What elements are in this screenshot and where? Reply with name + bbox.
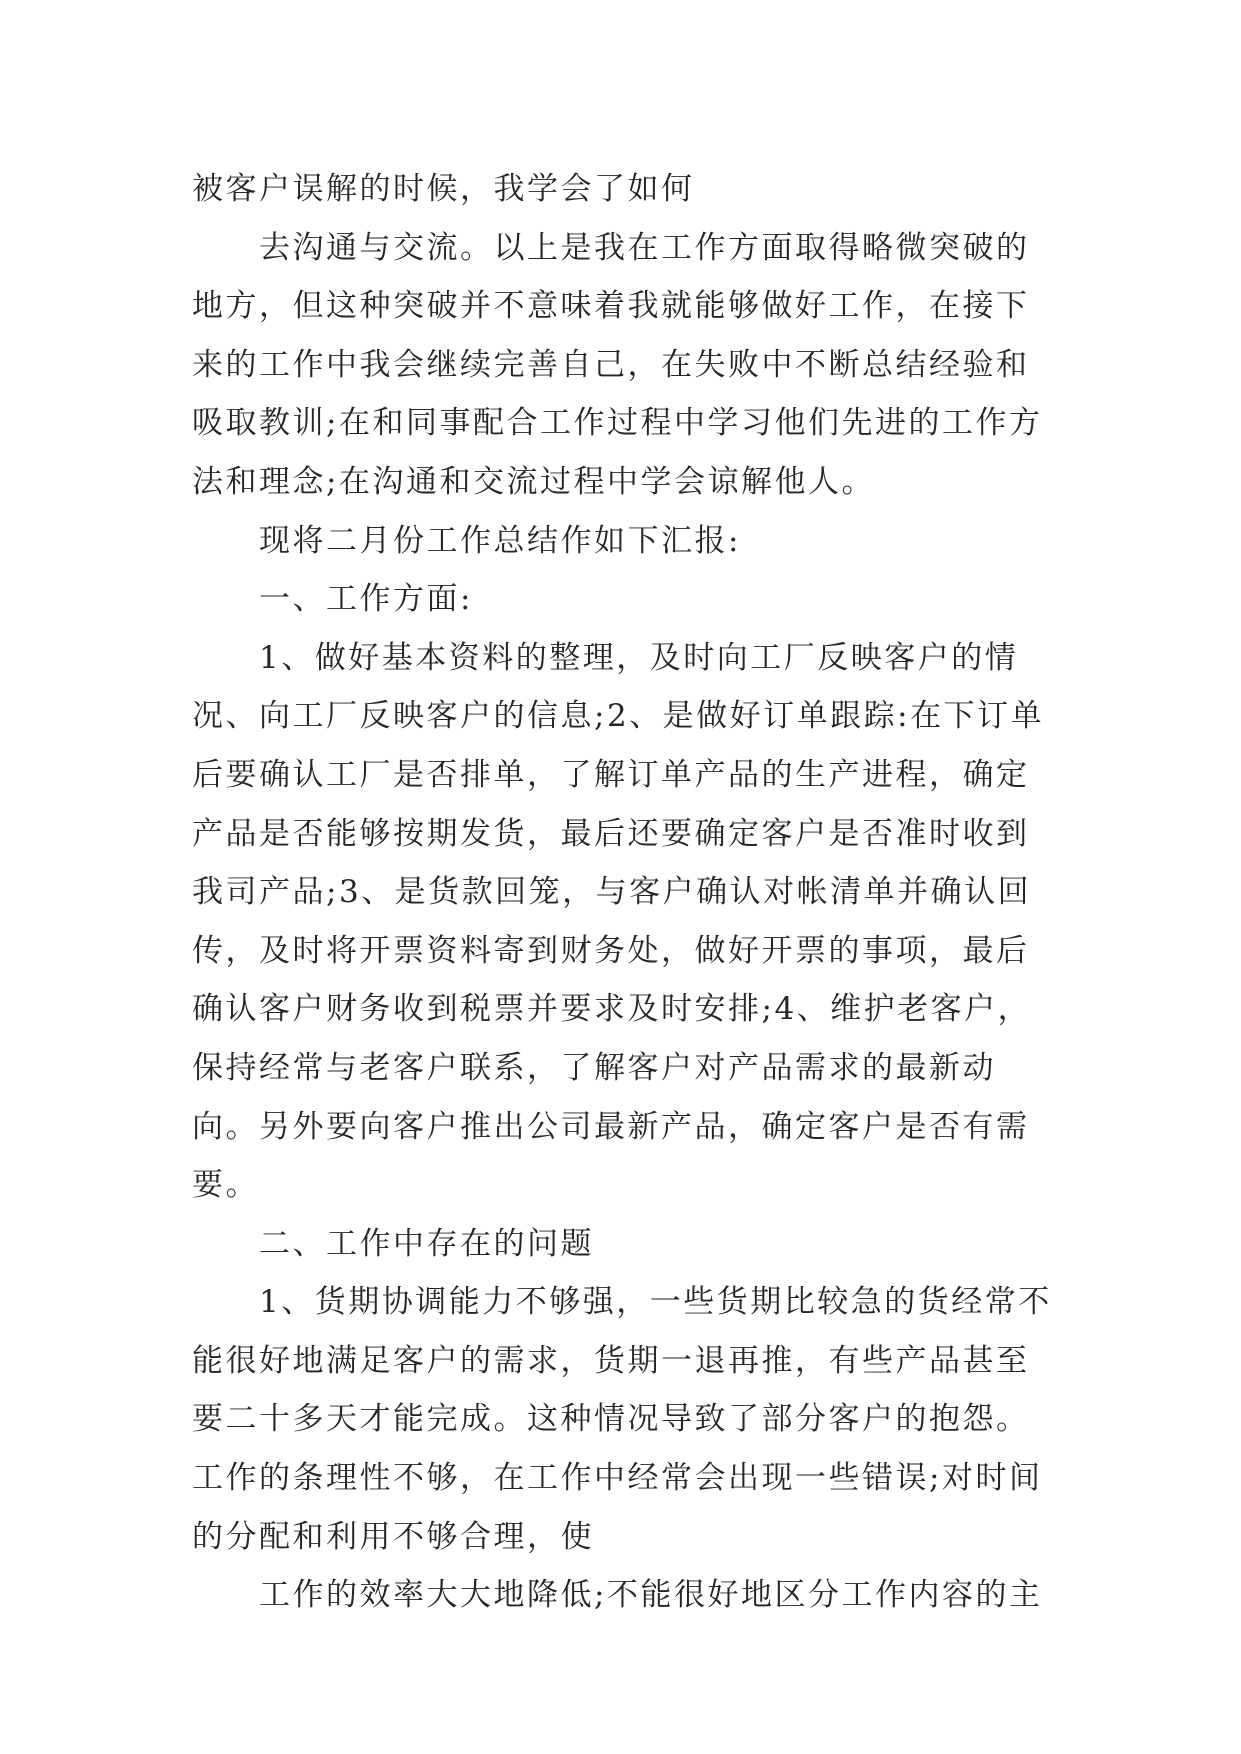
paragraph: 工作的效率大大地降低;不能很好地区分工作内容的主 xyxy=(192,1577,1043,1614)
paragraph: 去沟通与交流。以上是我在工作方面取得略微突破的地方，但这种突破并不意味着我就能够做好工作，在接下来的工作中我会继续完善自己，在失败中不断总结经验和吸取教训;在和同事配合工作过程中学习他们先进的工作方法和理念;在沟通和交流过程中学会谅解他人。 xyxy=(192,229,1043,500)
paragraph: 1、做好基本资料的整理，及时向工厂反映客户的情况、向工厂反映客户的信息;2、是做好订单跟踪:在下订单后要确认工厂是否排单，了解订单产品的生产进程，确定产品是否能够按期发货，最后还要确定客户是否准时收到我司产品;3、是货款回笼，与客户确认对帐清单并确认回传，及时将开票资料寄到财务处，做好开票的事项，最后确认客户财务收到税票并要求及时安排;4、维护老客户，保持经常与老客户联系，了解客户对产品需求的最新动向。另外要向客户推出公司最新产品，确定客户是否有需要。 xyxy=(192,639,1045,1204)
document-body xyxy=(192,160,1060,1625)
section-heading: 二、工作中存在的问题 xyxy=(192,1225,594,1262)
paragraph: 现将二月份工作总结作如下汇报: xyxy=(192,522,741,559)
paragraph: 1、货期协调能力不够强，一些货期比较急的货经常不能很好地满足客户的需求，货期一退再推，有些产品甚至要二十多天才能完成。这种情况导致了部分客户的抱怨。工作的条理性不够，在工作中经常会出现一些错误;对时间的分配和利用不够合理，使 xyxy=(192,1284,1052,1555)
paragraph: 被客户误解的时候，我学会了如何 xyxy=(192,171,695,207)
section-heading: 一、工作方面: xyxy=(192,581,473,618)
